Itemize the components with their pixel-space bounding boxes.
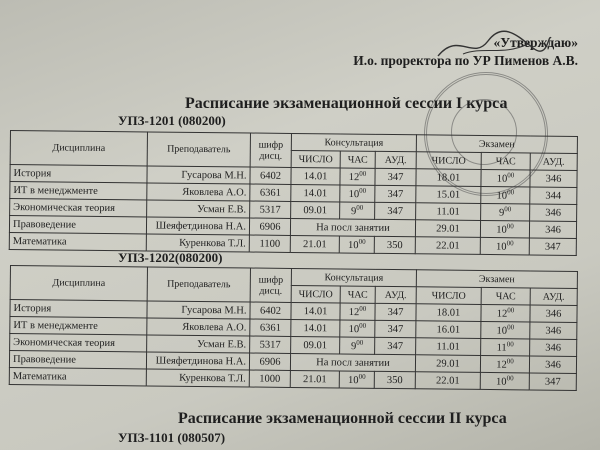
cell-consult-time: $12^{00}$ <box>340 303 375 320</box>
cell-exam-time: $12^{00}$ <box>480 355 529 373</box>
header-consultation: Консультация <box>291 268 416 286</box>
title-course-2: Расписание экзаменационной сессии II курса <box>178 410 507 427</box>
cell-exam-room: 346 <box>530 322 577 339</box>
cell-exam-time: $10^{00}$ <box>481 169 530 187</box>
cell-teacher: Усман Е.В. <box>147 200 250 218</box>
cell-consult-room: 347 <box>375 337 416 354</box>
cell-consult-date: 21.01 <box>290 235 339 253</box>
cell-consult-time: $10^{00}$ <box>339 236 374 253</box>
cell-exam-time: $10^{00}$ <box>481 186 530 204</box>
cell-consult-room: 347 <box>375 303 416 320</box>
cell-consult-date: 14.01 <box>291 184 340 202</box>
approval-line-1: «Утверждаю» <box>493 35 578 50</box>
cell-teacher: Яковлева А.О. <box>147 183 250 201</box>
cell-exam-date: 11.01 <box>416 338 481 356</box>
group-label-1: УПЗ-1201 (080200) <box>118 113 226 128</box>
schedule-table-2 <box>9 265 578 391</box>
header-consultation: Консультация <box>291 133 416 151</box>
header-consult-time: ЧАС <box>340 151 375 168</box>
cell-exam-room: 346 <box>529 356 576 373</box>
cell-code: 6402 <box>250 167 291 184</box>
cell-code: 6402 <box>250 302 291 319</box>
header-consult-room: АУД. <box>375 286 416 303</box>
cell-code: 6906 <box>249 353 290 370</box>
cell-consult-room: 347 <box>375 168 416 185</box>
cell-consult-time: $10^{00}$ <box>339 371 374 388</box>
cell-consult-time: $10^{00}$ <box>340 320 375 337</box>
cell-consult-note: На посл занятии <box>290 218 415 236</box>
cell-teacher: Гусарова М.Н. <box>147 166 250 184</box>
cell-exam-room: 346 <box>530 204 577 221</box>
cell-exam-time: $12^{00}$ <box>481 304 530 322</box>
cell-discipline: Математика <box>9 232 146 250</box>
header-code: шифр дисц. <box>250 133 291 167</box>
cell-exam-time: $9^{00}$ <box>481 203 530 221</box>
cell-teacher: Шеяфетдинова Н.А. <box>146 352 249 370</box>
cell-teacher: Усман Е.В. <box>147 335 250 353</box>
header-code: шифр дисц. <box>250 268 291 302</box>
cell-consult-time: $9^{00}$ <box>340 337 375 354</box>
cell-consult-time: $12^{00}$ <box>340 168 375 185</box>
cell-consult-date: 14.01 <box>291 167 340 185</box>
cell-consult-room: 350 <box>374 371 415 388</box>
cell-consult-room: 350 <box>374 236 415 253</box>
cell-exam-time: $10^{00}$ <box>480 237 529 255</box>
header-exam: Экзамен <box>416 135 577 154</box>
cell-teacher: Гусарова М.Н. <box>147 301 250 319</box>
cell-code: 6906 <box>249 218 290 235</box>
header-discipline: Дисциплина <box>10 131 147 166</box>
cell-consult-date: 21.01 <box>290 370 339 388</box>
cell-discipline: Математика <box>9 367 146 385</box>
cell-teacher: Куренкова Т.Л. <box>146 369 249 387</box>
approval-line-2: И.о. проректора по УР Пименов А.В. <box>353 53 578 68</box>
header-exam-time: ЧАС <box>481 287 530 305</box>
cell-discipline: ИТ в менеджменте <box>10 182 147 200</box>
cell-consult-date: 09.01 <box>291 201 340 219</box>
cell-consult-room: 347 <box>375 202 416 219</box>
cell-teacher: Шеяфетдинова Н.А. <box>146 217 249 235</box>
cell-code: 1000 <box>249 370 290 387</box>
cell-exam-room: 346 <box>530 305 577 322</box>
cell-exam-date: 18.01 <box>416 304 481 322</box>
cell-exam-room: 346 <box>530 339 577 356</box>
cell-consult-time: $10^{00}$ <box>340 185 375 202</box>
cell-code: 5317 <box>250 201 291 218</box>
cell-exam-date: 29.01 <box>415 355 480 373</box>
cell-exam-date: 16.01 <box>416 321 481 339</box>
header-exam-date: ЧИСЛО <box>416 287 481 305</box>
cell-exam-date: 29.01 <box>415 220 480 238</box>
approval-block <box>353 34 578 70</box>
cell-code: 6361 <box>250 184 291 201</box>
cell-exam-time: $10^{00}$ <box>480 372 529 390</box>
header-exam-room: АУД. <box>530 153 577 170</box>
cell-exam-date: 18.01 <box>416 169 481 187</box>
cell-exam-room: 347 <box>529 238 576 255</box>
header-consult-date: ЧИСЛО <box>291 285 340 303</box>
header-exam-time: ЧАС <box>481 152 530 170</box>
schedule-table-1 <box>9 130 578 256</box>
cell-consult-date: 09.01 <box>291 336 340 354</box>
cell-exam-room: 344 <box>530 187 577 204</box>
cell-exam-date: 22.01 <box>415 372 480 390</box>
cell-teacher: Яковлева А.О. <box>147 318 250 336</box>
cell-discipline: История <box>10 165 147 183</box>
cell-exam-time: $10^{00}$ <box>481 321 530 339</box>
header-consult-room: АУД. <box>375 151 416 168</box>
header-exam: Экзамен <box>416 270 577 289</box>
cell-exam-date: 22.01 <box>415 237 480 255</box>
cell-consult-room: 347 <box>375 320 416 337</box>
header-consult-date: ЧИСЛО <box>291 150 340 168</box>
header-consult-time: ЧАС <box>340 286 375 303</box>
cell-code: 1100 <box>249 235 290 252</box>
cell-discipline: Экономическая теория <box>10 199 147 217</box>
cell-code: 5317 <box>250 336 291 353</box>
cell-discipline: История <box>10 300 147 318</box>
cell-consult-room: 347 <box>375 185 416 202</box>
cell-consult-date: 14.01 <box>291 319 340 337</box>
cell-exam-room: 347 <box>529 373 576 390</box>
cell-exam-date: 15.01 <box>416 186 481 204</box>
cell-exam-time: $10^{00}$ <box>480 220 529 238</box>
cell-exam-time: $11^{00}$ <box>481 338 530 356</box>
cell-consult-date: 14.01 <box>291 302 340 320</box>
header-discipline: Дисциплина <box>10 266 147 301</box>
header-teacher: Преподаватель <box>147 267 250 302</box>
cell-discipline: Правоведение <box>9 351 146 369</box>
cell-exam-room: 346 <box>529 221 576 238</box>
cell-discipline: Правоведение <box>9 216 146 234</box>
cell-consult-time: $9^{00}$ <box>340 202 375 219</box>
title-course-1: Расписание экзаменационной сессии I курса <box>185 95 508 112</box>
group-label-3: УПЗ-1101 (080507) <box>118 430 226 445</box>
header-exam-room: АУД. <box>530 288 577 305</box>
cell-exam-date: 11.01 <box>416 203 481 221</box>
cell-discipline: ИТ в менеджменте <box>10 317 147 335</box>
header-teacher: Преподаватель <box>147 132 250 167</box>
cell-teacher: Куренкова Т.Л. <box>146 234 249 252</box>
header-exam-date: ЧИСЛО <box>416 152 481 170</box>
cell-code: 6361 <box>250 319 291 336</box>
signature-mark <box>433 26 553 66</box>
cell-exam-room: 346 <box>530 170 577 187</box>
cell-consult-note: На посл занятии <box>290 353 415 371</box>
cell-discipline: Экономическая теория <box>10 334 147 352</box>
group-label-2: УПЗ-1202(080200) <box>118 250 223 265</box>
